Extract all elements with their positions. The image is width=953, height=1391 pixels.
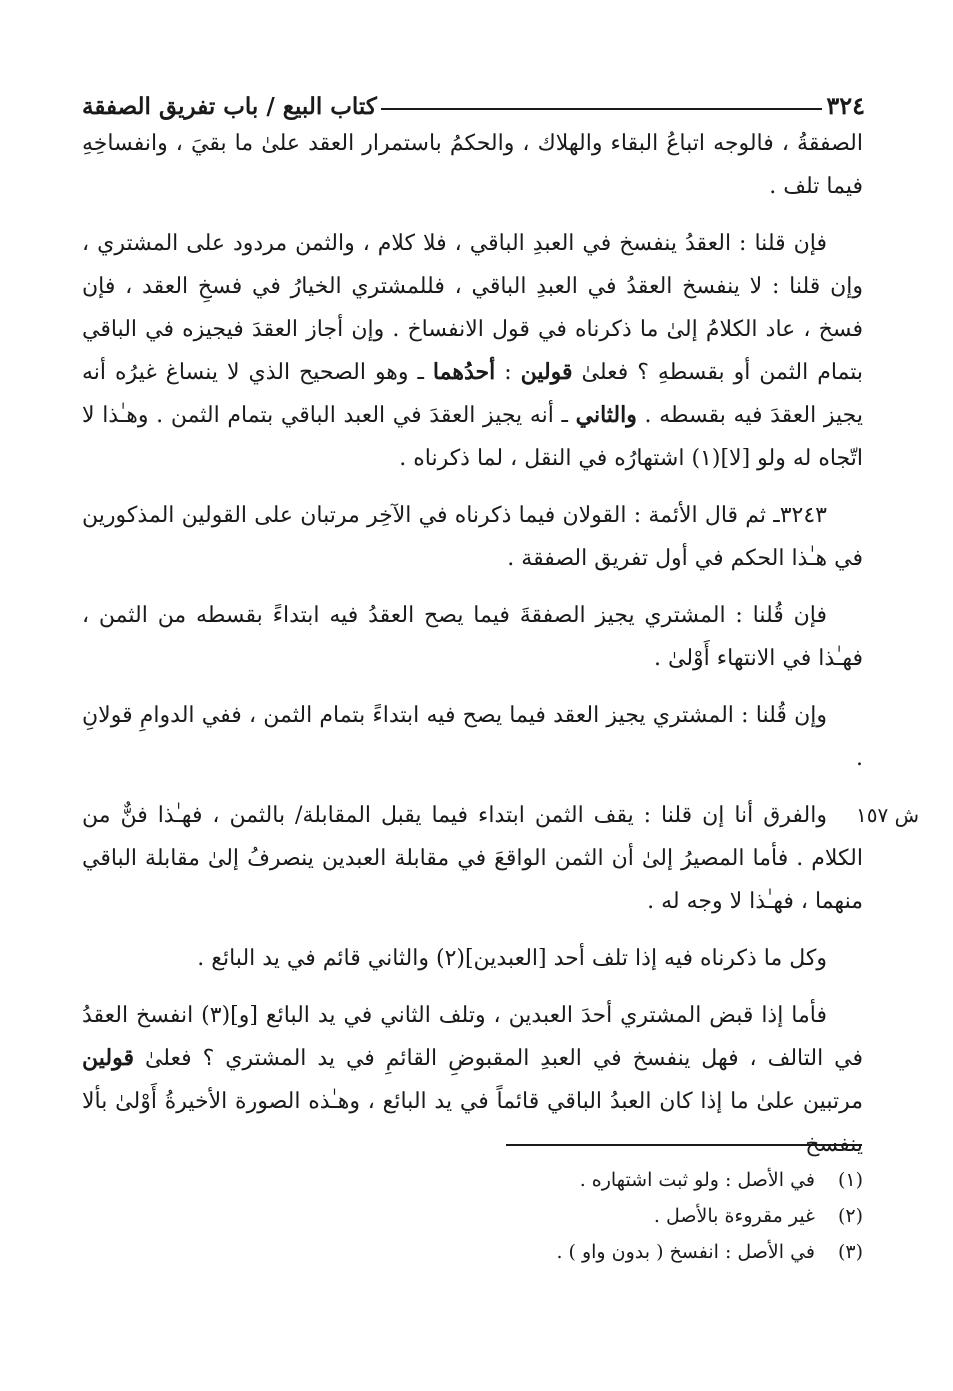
footnote-text: غير مقروءة بالأصل . — [653, 1205, 815, 1227]
paragraph-text: ٣٢٤٣ـ ثم قال الأئمة : القولان فيما ذكرناه في الآخِر مرتبان على القولين المذكورين في هـٰذا الحكم في أول تفريق الصفقة . — [82, 503, 863, 571]
footnote — [300, 1234, 863, 1270]
bold-term: والثاني — [575, 402, 637, 428]
running-title: كتاب البيع / باب تفريق الصفقة — [82, 93, 377, 120]
paragraph-text: والفرق أنا إن قلنا : يقف الثمن ابتداء فيما يقبل المقابلة/ بالثمن ، فهـٰذا فنٌّ من الكلام . فأما المصيرُ إلىٰ أن الثمن الواقعَ في مقابلة العبدين ينصرفُ إلىٰ مقابلة الباقي منهما ، فهـٰذا لا وجه له . — [82, 803, 863, 914]
paragraph-text: ـ أنه يجيز العقدَ في العبد الباقي بتمام الثمن . وهـٰذا لا اتّجاه له ولو [لا](١) اشتهارُه في النقل ، لما ذكرناه . — [82, 403, 863, 471]
footnote — [300, 1198, 863, 1234]
paragraph: فإن قُلنا : المشتري يجيز الصفقةَ فيما يصح العقدُ فيه ابتداءً بقسطه من الثمن ، فهـٰذا في الانتهاء أَوْلىٰ . — [82, 603, 863, 671]
paragraph: وكل ما ذكرناه فيه إذا تلف أحد [العبدين](٢) والثاني قائم في يد البائع . — [197, 946, 827, 971]
footnotes — [300, 1162, 863, 1270]
header-rule — [381, 108, 823, 110]
bold-term: قولين — [82, 1045, 134, 1071]
footnote — [300, 1162, 863, 1198]
footnote-rule — [506, 1144, 862, 1146]
page-number: ٣٢٤ — [826, 91, 865, 120]
paragraph-text: فإن قلنا : العقدُ ينفسخ في العبدِ الباقي ، فلا كلام ، والثمن مردود على المشتري ، وإن قلنا : لا ينفسخ العقدُ في العبدِ الباقي ، فللمشتري الخيارُ في فسخِ العقد ، فإن فسخ ، عاد الكلامُ إلىٰ ما ذكرناه في قول الانفساخ . وإن أجاز العقدَ فيجيزه في الباقي بتمام الثمن أو بقسطهِ ؟ فعلىٰ — [82, 231, 864, 385]
paragraph — [82, 794, 919, 923]
paragraph — [82, 222, 863, 480]
page-header — [82, 72, 865, 120]
paragraph — [82, 994, 863, 1166]
footnote-number: (١) — [837, 1169, 863, 1191]
marginal-note: ش ١٥٧ — [855, 803, 919, 827]
paragraph-text: مرتبين علىٰ ما إذا كان العبدُ الباقي قائماً في يد البائع ، وهـٰذه الصورة الأخيرةُ أَوْلىٰ بألا ينفسخ — [82, 1089, 863, 1157]
paragraph: وإن قُلنا : المشتري يجيز العقد فيما يصح فيه ابتداءً بتمام الثمن ، ففي الدوامِ قولانِ . — [82, 703, 863, 771]
footnote-text: في الأصل : انفسخ ( بدون واو ) . — [556, 1241, 815, 1263]
bold-term: أحدُهما — [432, 359, 496, 385]
paragraph-text: : — [495, 360, 521, 385]
paragraph-text: فأما إذا قبض المشتري أحدَ العبدين ، وتلف الثاني في يد البائع [و](٣) انفسخ العقدُ في التالف ، فهل ينفسخ في العبدِ المقبوضِ القائمِ في يد المشتري ؟ فعلىٰ — [82, 1003, 864, 1071]
footnote-text: في الأصل : ولو ثبت اشتهاره . — [579, 1169, 815, 1191]
main-text — [82, 122, 919, 1180]
paragraph: الصفقةُ ، فالوجه اتباعُ البقاء والهلاك ، والحكمُ باستمرار العقد علىٰ ما بقيَ ، وانفساخِهِ فيما تلف . — [82, 131, 863, 199]
numbered-paragraph — [82, 494, 863, 580]
bold-term: قولين — [520, 359, 573, 385]
paragraph-text: ـ وهو الصحيح الذي لا ينساغ غيرُه أنه يجيز العقدَ فيه بقسطه . — [82, 360, 863, 428]
footnote-number: (٢) — [837, 1205, 863, 1227]
footnote-number: (٣) — [837, 1241, 863, 1263]
